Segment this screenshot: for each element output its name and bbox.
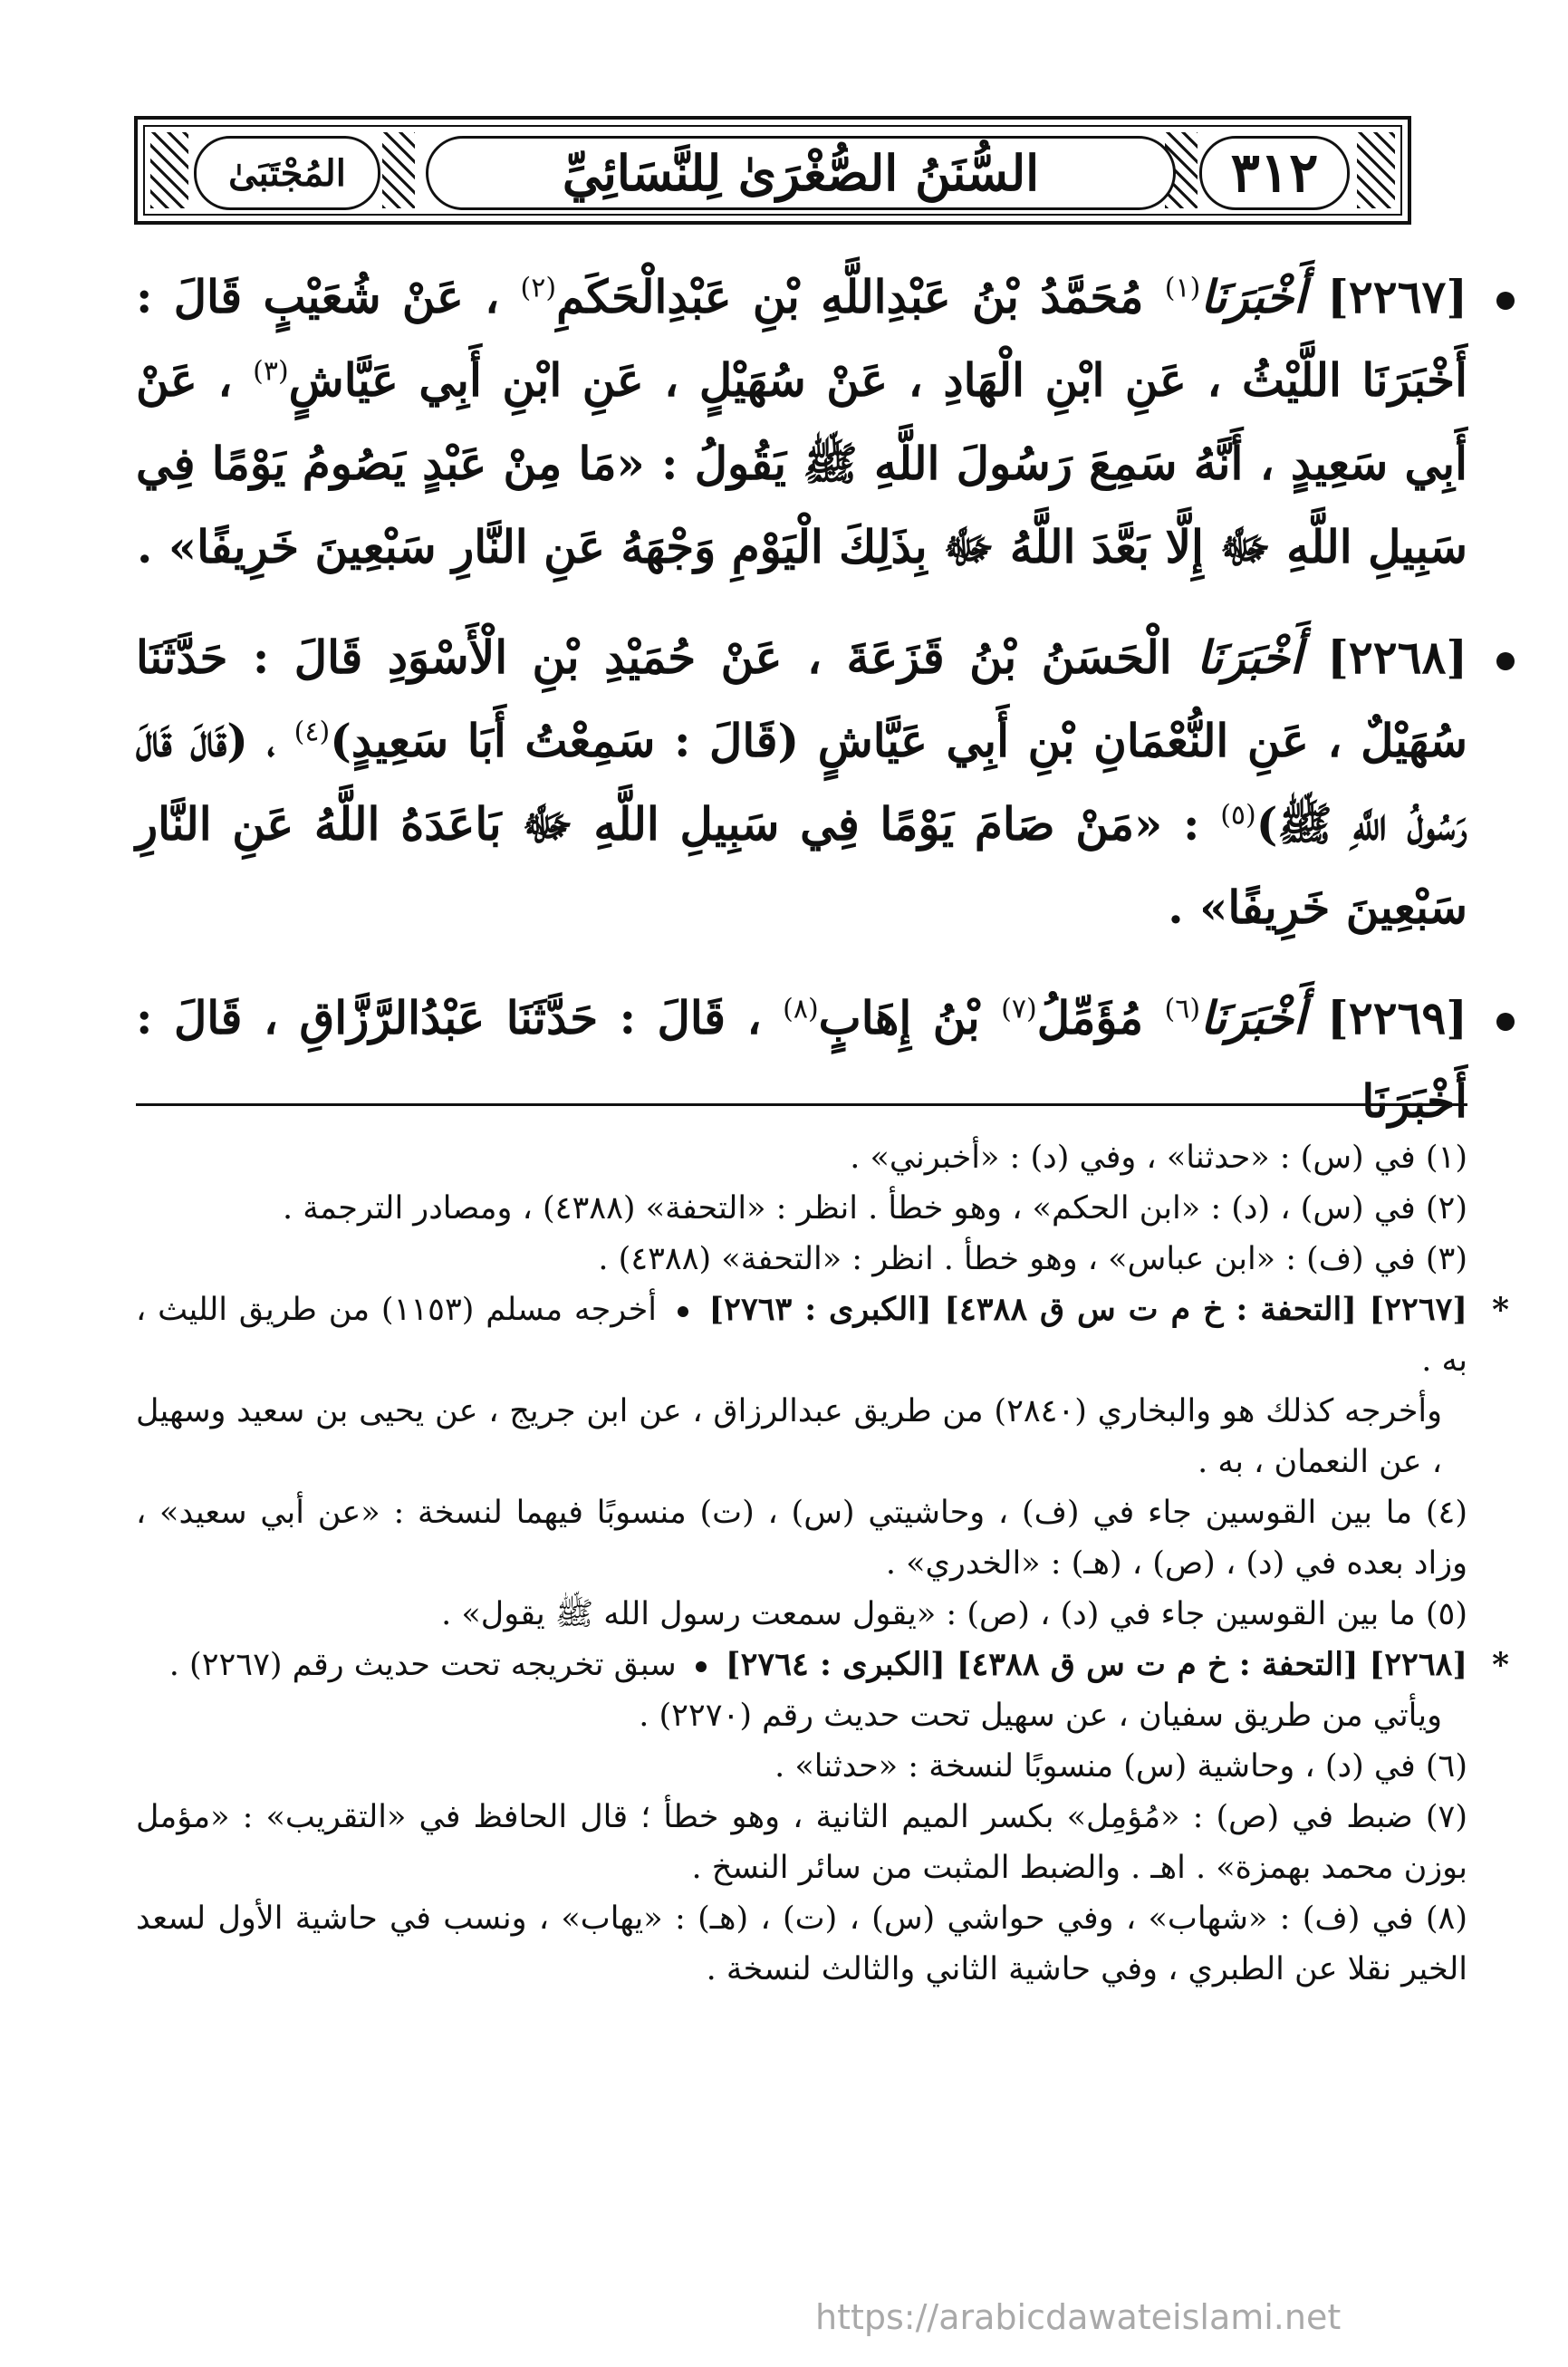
footnote-5: (٥) ما بين القوسين جاء في (د) ، (ص) : «يقول سمعت رسول الله ﷺ يقول» . xyxy=(441,1596,1467,1632)
footnote-ref[interactable]: (٣) xyxy=(253,355,289,388)
hadith-2267 xyxy=(136,255,1467,589)
hadith-paragraph xyxy=(136,977,1467,1143)
footnote-6: (٦) في (د) ، وحاشية (س) منسوبًا لنسخة : «حدثنا» . xyxy=(774,1748,1467,1785)
takhrij-2268 xyxy=(136,1640,1509,1690)
bullet-icon xyxy=(1496,1013,1515,1031)
footnote-ref[interactable]: (٢) xyxy=(520,272,557,304)
footnote-divider xyxy=(136,1103,1467,1106)
page-header xyxy=(134,116,1411,225)
isnad: ، عَنْ شُعَيْبٍ قَالَ : أَخْبَرَنَا اللَّيْثُ ، عَنِ ابْنِ الْهَادِ ، عَنْ سُهَيْلٍ ، عَنِ ابْنِ أَبِي عَيَّاشٍ xyxy=(136,270,1467,407)
hadith-number: [٢٢٦٨] xyxy=(1327,630,1467,684)
header-ornament xyxy=(1357,132,1395,208)
main-text xyxy=(136,255,1467,1170)
takhrij-continuation: ويأتي من طريق سفيان ، عن سهيل تحت حديث رقم (٢٢٧٠) . xyxy=(639,1698,1442,1734)
isnad: : xyxy=(1183,797,1200,851)
end-mark: . xyxy=(1168,880,1184,934)
page-title: السُّنَنُ الصُّغْرَىٰ لِلنَّسَائِيِّ xyxy=(562,144,1040,202)
footnote-ref[interactable]: (٨) xyxy=(783,993,819,1025)
footnote-7: (٧) ضبط في (ص) : «مُؤمِل» بكسر الميم الثانية ، وهو خطأ ؛ قال الحافظ في «التقريب» : «مؤمل بوزن محمد بهمزة» . اهـ . والضبط المثبت من سائر النسخ . xyxy=(136,1799,1467,1886)
page-number-cartouche xyxy=(1199,136,1350,210)
isnad: ، قَالَ : حَدَّثَنَا عَبْدُالرَّزَّاقِ ، قَالَ : أَخْبَرَنَا xyxy=(136,991,1467,1128)
title-cartouche xyxy=(426,136,1176,210)
hadith-paragraph xyxy=(136,616,1467,949)
hadith-lead: أَخْبَرَنَا xyxy=(1200,270,1306,323)
bullet-icon xyxy=(1496,652,1515,670)
footnote-ref[interactable]: (١) xyxy=(1164,272,1201,304)
takhrij-text: أخرجه مسلم (١١٥٣) من طريق الليث ، به . xyxy=(136,1292,1467,1379)
hadith-paragraph xyxy=(136,255,1467,589)
header-ornament xyxy=(150,132,188,208)
header-ornament xyxy=(382,132,415,208)
isnad: ، عَنْ أَبِي سَعِيدٍ ، أَنَّهُ سَمِعَ رَسُولَ اللَّهِ ﷺ يَقُولُ : xyxy=(136,353,1467,490)
footnote-3: (٣) في (ف) : «ابن عباس» ، وهو خطأ . انظر : «التحفة» (٤٣٨٨) . xyxy=(598,1241,1467,1277)
footnote-ref[interactable]: (٥) xyxy=(1220,799,1256,832)
isnad: الْحَسَنُ بْنُ قَزَعَةَ ، عَنْ حُمَيْدِ بْنِ الْأَسْوَدِ قَالَ : حَدَّثَنَا سُهَيْلٌ ، عَنِ النُّعْمَانِ بْنِ أَبِي عَيَّاشٍ (قَالَ : سَمِعْتُ أَبَا سَعِيدٍ) xyxy=(136,630,1467,767)
isnad: ، (قَالَ قَالَ رَسُولُ اللَّهِ ﷺ) xyxy=(136,714,1467,851)
bullet-icon xyxy=(1496,292,1515,310)
takhrij-reference: [٢٢٦٧] [التحفة : خ م ت س ق ٤٣٨٨] [الكبرى : ٢٧٦٣] xyxy=(708,1291,1467,1328)
matn: «مَنْ صَامَ يَوْمًا فِي سَبِيلِ اللَّهِ ﷻ بَاعَدَهُ اللَّهُ عَنِ النَّارِ سَبْعِينَ خَرِيفًا» xyxy=(136,797,1467,934)
hadith-lead: أَخْبَرَنَا xyxy=(1197,630,1303,684)
footnotes xyxy=(136,1132,1509,1995)
footnote-ref[interactable]: (٤) xyxy=(293,716,331,748)
hadith-2268 xyxy=(136,616,1467,949)
footnote-ref[interactable]: (٧) xyxy=(1001,993,1037,1025)
takhrij-2267 xyxy=(136,1285,1509,1386)
star-icon: * xyxy=(1492,1646,1509,1684)
watermark-url: https://arabicdawateislami.net xyxy=(815,2297,1342,2337)
isnad: بْنُ إِهَابٍ xyxy=(818,991,980,1044)
book-emblem: المُجْتَبَىٰ xyxy=(228,151,346,195)
footnote-8: (٨) في (ف) : «شهاب» ، وفي حواشي (س) ، (ت) ، (هـ) : «يهاب» ، ونسب في حاشية الأول لسعد الخير نقلا عن الطبري ، وفي حاشية الثاني والثالث لنسخة . xyxy=(136,1900,1467,1987)
matn: «مَا مِنْ عَبْدٍ يَصُومُ يَوْمًا فِي سَبِيلِ اللَّهِ ﷻ إِلَّا بَعَّدَ اللَّهُ ﷻ بِذَلِكَ الْيَوْمِ وَجْهَهُ عَنِ النَّارِ سَبْعِينَ خَرِيفًا» xyxy=(136,437,1467,573)
emblem-cartouche xyxy=(194,136,380,210)
page-number: ٣١٢ xyxy=(1230,141,1319,205)
dot-icon xyxy=(696,1661,707,1672)
takhrij-continuation: وأخرجه كذلك هو والبخاري (٢٨٤٠) من طريق عبدالرزاق ، عن ابن جريج ، عن يحيى بن سعيد وسهيل ، عن النعمان ، به . xyxy=(136,1393,1442,1480)
footnote-4: (٤) ما بين القوسين جاء في (ف) ، وحاشيتي (س) ، (ت) منسوبًا فيهما لنسخة : «عن أبي سعيد» ، وزاد بعده في (د) ، (ص) ، (هـ) : «الخدري» . xyxy=(136,1495,1467,1582)
dot-icon xyxy=(678,1306,688,1317)
hadith-number: [٢٢٦٧] xyxy=(1327,270,1467,323)
takhrij-text: سبق تخريجه تحت حديث رقم (٢٢٦٧) . xyxy=(168,1647,677,1683)
end-mark: . xyxy=(137,520,153,573)
footnote-ref[interactable]: (٦) xyxy=(1164,993,1201,1025)
takhrij-reference: [٢٢٦٨] [التحفة : خ م ت س ق ٤٣٨٨] [الكبرى : ٢٧٦٤] xyxy=(726,1646,1467,1683)
footnote-1: (١) في (س) : «حدثنا» ، وفي (د) : «أخبرني» . xyxy=(850,1140,1467,1176)
footnote-2: (٢) في (س) ، (د) : «ابن الحكم» ، وهو خطأ . انظر : «التحفة» (٤٣٨٨) ، ومصادر الترجمة . xyxy=(283,1190,1467,1227)
hadith-2269 xyxy=(136,977,1467,1143)
isnad: مُؤَمِّلُ xyxy=(1036,991,1143,1044)
hadith-number: [٢٢٦٩] xyxy=(1327,991,1467,1044)
isnad: مُحَمَّدُ بْنُ عَبْدِاللَّهِ بْنِ عَبْدِالْحَكَمِ xyxy=(556,270,1144,323)
hadith-lead: أَخْبَرَنَا xyxy=(1200,991,1306,1044)
star-icon: * xyxy=(1492,1291,1509,1329)
